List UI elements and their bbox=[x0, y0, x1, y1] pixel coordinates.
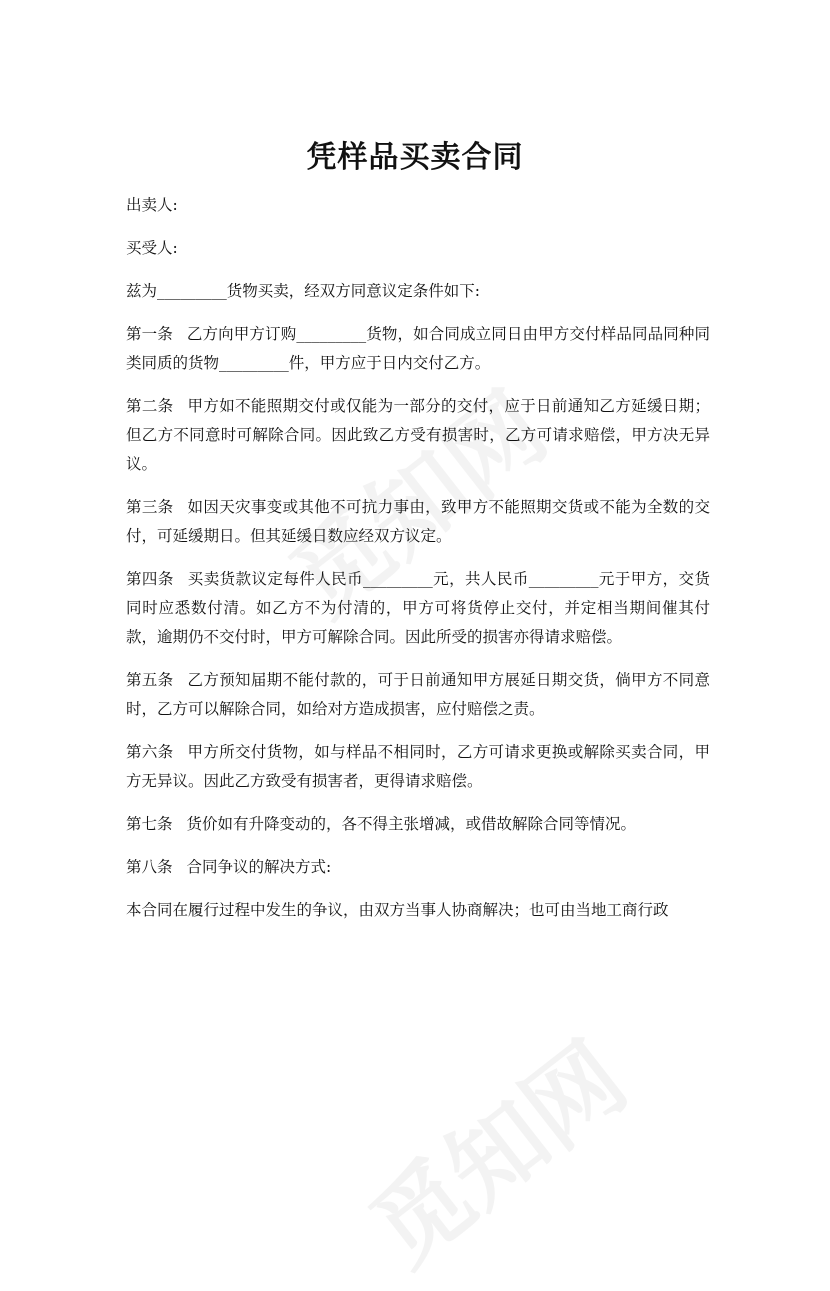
article-4 bbox=[126, 565, 710, 652]
article-5 bbox=[126, 666, 710, 724]
document-title: 凭样品买卖合同 bbox=[306, 140, 524, 176]
article-text: 甲方所交付货物，如与样品不相同时，乙方可请求更换或解除买卖合同，甲方无异议。因此乙方致受有损害者，更得请求赔偿。 bbox=[126, 743, 710, 790]
article-text: 买卖货款议定每件人民币_________元，共人民币_________元于甲方，交货同时应悉数付清。如乙方不为付清的，甲方可将货停止交付，并定相当期间催其付款，逾期仍不交付时，甲方可解除合同。因此所受的损害亦得请求赔偿。 bbox=[126, 570, 710, 646]
article-text: 乙方向甲方订购_________货物，如合同成立同日由甲方交付样品同品同种同类同质的货物_________件，甲方应于日内交付乙方。 bbox=[126, 325, 710, 372]
article-8 bbox=[126, 853, 710, 882]
preamble: 兹为_________货物买卖，经双方同意议定条件如下: bbox=[126, 282, 480, 300]
article-label: 第八条 bbox=[126, 858, 173, 876]
article-label: 第六条 bbox=[126, 743, 174, 761]
article-text: 合同争议的解决方式: bbox=[186, 858, 332, 876]
article-label: 第五条 bbox=[126, 671, 174, 689]
article-text: 甲方如不能照期交付或仅能为一部分的交付，应于日前通知乙方延缓日期；但乙方不同意时可解除合同。因此致乙方受有损害时，乙方可请求赔偿，甲方决无异议。 bbox=[126, 397, 710, 473]
article-3 bbox=[126, 493, 710, 551]
article-7 bbox=[126, 810, 710, 839]
article-label: 第三条 bbox=[126, 498, 174, 516]
buyer-line: 买受人: bbox=[126, 239, 178, 257]
article-text: 如因天灾事变或其他不可抗力事由，致甲方不能照期交货或不能为全数的交付，可延缓期日。但其延缓日数应经双方议定。 bbox=[126, 498, 710, 545]
seller-line: 出卖人: bbox=[126, 196, 178, 214]
article-2 bbox=[126, 392, 710, 479]
article-text: 乙方预知届期不能付款的，可于日前通知甲方展延日期交货，倘甲方不同意时，乙方可以解除合同，如给对方造成损害，应付赔偿之责。 bbox=[126, 671, 710, 718]
closing-paragraph: 本合同在履行过程中发生的争议，由双方当事人协商解决；也可由当地工商行政 bbox=[126, 901, 669, 919]
watermark bbox=[338, 1006, 649, 1291]
article-label: 第二条 bbox=[126, 397, 174, 415]
article-6 bbox=[126, 738, 710, 796]
article-label: 第一条 bbox=[126, 325, 173, 343]
article-label: 第四条 bbox=[126, 570, 174, 588]
article-text: 货价如有升降变动的，各不得主张增减，或借故解除合同等情况。 bbox=[186, 815, 637, 833]
document-body bbox=[126, 191, 710, 939]
article-label: 第七条 bbox=[126, 815, 173, 833]
article-1 bbox=[126, 320, 710, 378]
